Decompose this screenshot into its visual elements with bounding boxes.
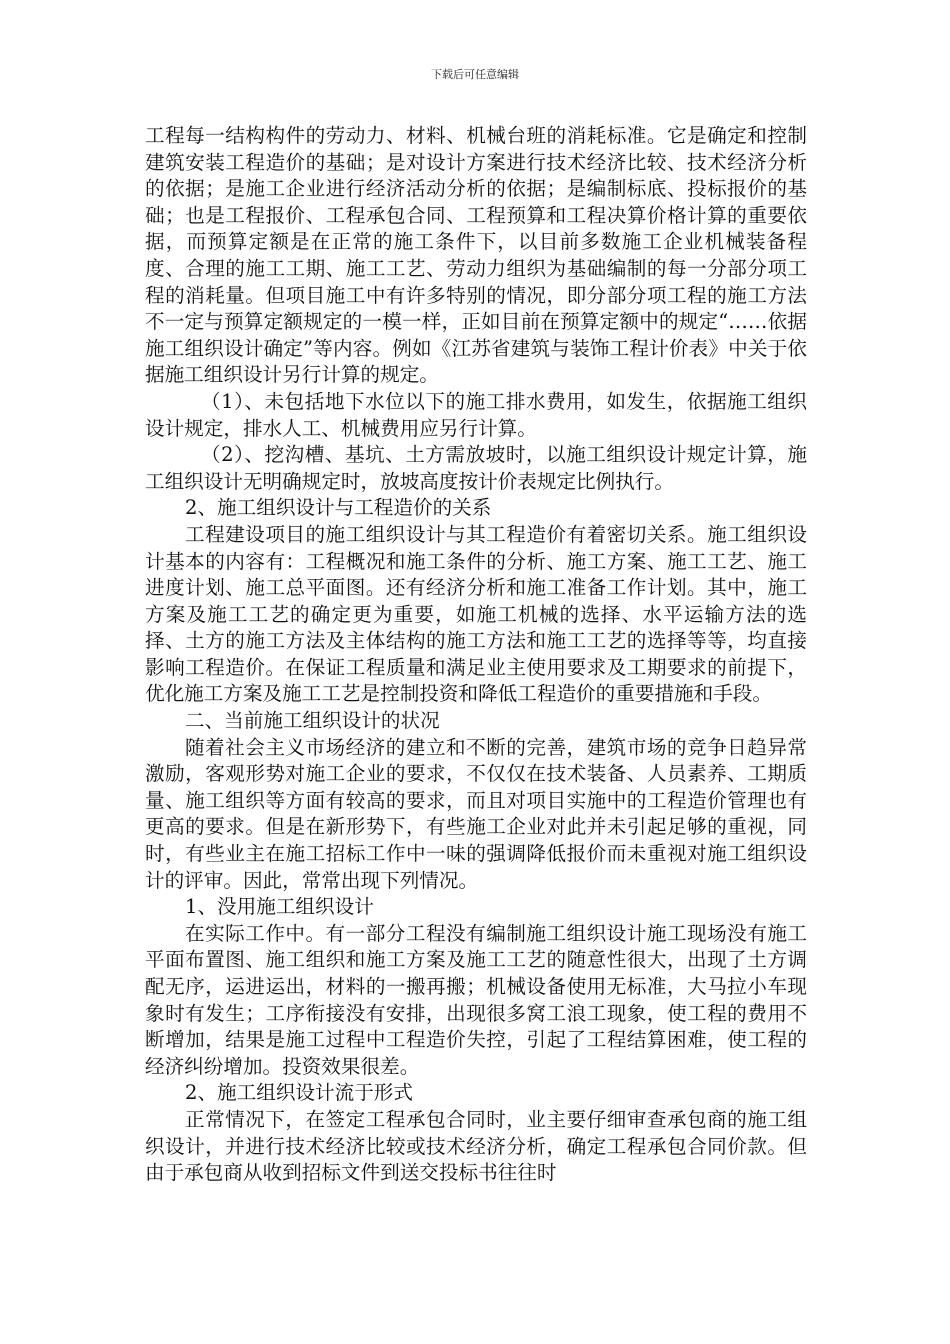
paragraph: 随着社会主义市场经济的建立和不断的完善，建筑市场的竞争日趋异常激励，客观形势对施工企业的要求，不仅仅在技术装备、人员素养、工期质量、施工组织等方面有较高的要求，而且对项目实施中的工程造价管理也有更高的要求。但是在新形势下，有些施工企业对此并未引起足够的重视，同时，有些业主在施工招标工作中一味的强调降低报价而未重视对施工组织设计的评审。因此，常常出现下列情况。	[145, 735, 807, 892]
header-note: 下载后可任意编辑	[431, 68, 519, 81]
paragraph: 工程每一结构构件的劳动力、材料、机械台班的消耗标准。它是确定和控制建筑安装工程造价的基础；是对设计方案进行技术经济比较、技术经济分析的依据；是施工企业进行经济活动分析的依据；是编制标底、投标报价的基础；也是工程报价、工程承包合同、工程预算和工程决算价格计算的重要依据，而预算定额是在正常的施工条件下，以目前多数施工企业机械装备程度、合理的施工工期、施工工艺、劳动力组织为基础编制的每一分部分项工程的消耗量。但项目施工中有许多特别的情况，即分部分项工程的施工方法不一定与预算定额规定的一模一样，正如目前在预算定额中的规定“……依据施工组织设计确定”等内容。例如《江苏省建筑与装饰工程计价表》中关于依据施工组织设计另行计算的规定。	[145, 124, 807, 387]
section-heading: 1、没用施工组织设计	[185, 895, 374, 919]
paragraph: 在实际工作中。有一部分工程没有编制施工组织设计施工现场没有施工平面布置图、施工组织和施工方案及施工工艺的随意性很大，出现了土方调配无序，运进运出，材料的一搬再搬；机械设备使用无标准，大马拉小车现象时有发生；工序衔接没有安排，出现很多窝工浪工现象，使工程的费用不断增加，结果是施工过程中工程造价失控，引起了工程结算困难，使工程的经济纠纷增加。投资效果很差。	[145, 921, 807, 1078]
paragraph: （2）、挖沟槽、基坑、土方需放坡时，以施工组织设计规定计算，施工组织设计无明确规定时，放坡高度按计价表规定比例执行。	[145, 443, 807, 493]
section-heading: 2、施工组织设计流于形式	[185, 1081, 413, 1105]
paragraph: 工程建设项目的施工组织设计与其工程造价有着密切关系。施工组织设计基本的内容有：工程概况和施工条件的分析、施工方案、施工工艺、施工进度计划、施工总平面图。还有经济分析和施工准备工作计划。其中，施工方案及施工工艺的确定更为重要，如施工机械的选择、水平运输方法的选择、土方的施工方法及主体结构的施工方法和施工工艺的选择等等，均直接影响工程造价。在保证工程质量和满足业主使用要求及工期要求的前提下，优化施工方案及施工工艺是控制投资和降低工程造价的重要措施和手段。	[145, 522, 807, 706]
document-body	[145, 123, 807, 1187]
section-heading: 2、施工组织设计与工程造价的关系	[185, 496, 492, 520]
paragraph: （1）、未包括地下水位以下的施工排水费用，如发生，依据施工组织设计规定，排水人工、机械费用应另行计算。	[145, 389, 807, 440]
paragraph: 正常情况下，在签定工程承包合同时，业主要仔细审查承包商的施工组织设计，并进行技术经济比较或技术经济分析，确定工程承包合同价款。但由于承包商从收到招标文件到送交投标书往往时	[145, 1107, 807, 1185]
section-heading: 二、当前施工组织设计的状况	[185, 709, 440, 733]
